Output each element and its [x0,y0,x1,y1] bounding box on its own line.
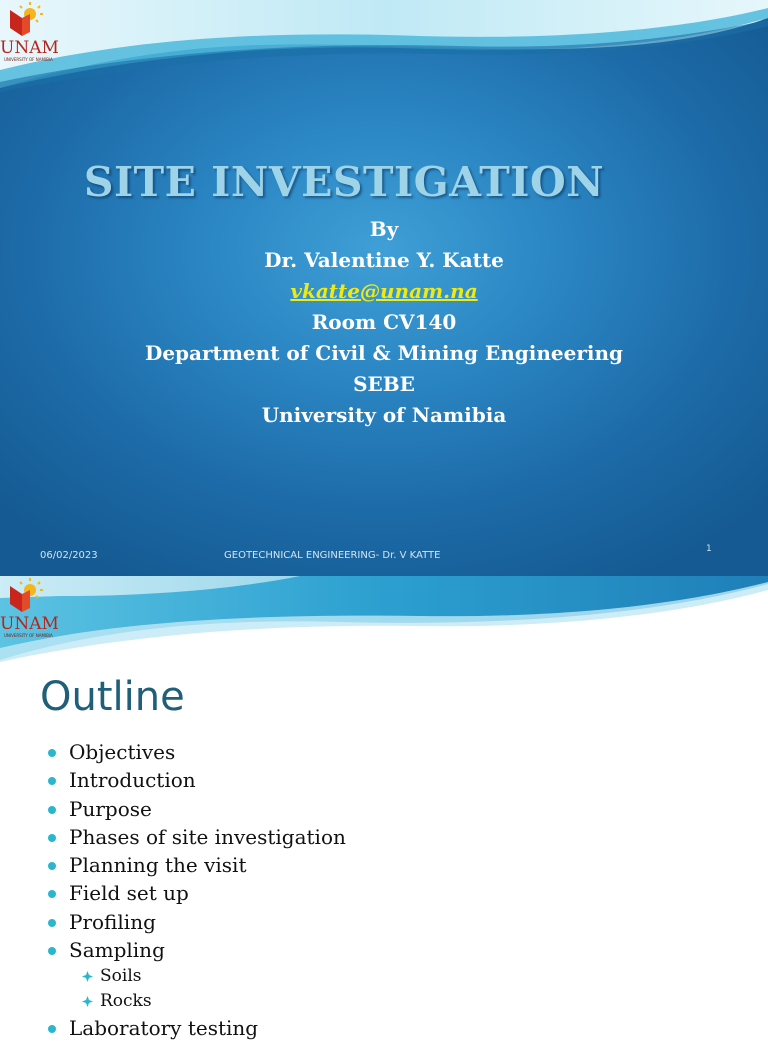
department-name: Department of Civil & Mining Engineering [144,341,624,365]
bullet-icon [48,806,56,814]
list-item: Planning the visit [48,851,346,879]
logo-subtext: UNIVERSITY OF NAMIBIA [4,633,53,638]
slide-number: 1 [706,544,712,554]
list-item: Purpose [48,795,346,823]
bullet-icon [48,862,56,870]
logo-wordmark: UNAM [0,614,59,634]
sub-list-item: Rocks [48,989,346,1014]
sub-list-item: Soils [48,964,346,989]
list-item: Objectives [48,738,346,766]
list-item: Field set up [48,879,346,907]
list-item-partial: Laboratory testing [48,1014,346,1042]
outline-list [48,738,346,1043]
bullet-icon [48,834,56,842]
room-number: Room CV140 [311,310,457,334]
header-wave-graphic [0,0,768,110]
diamond-bullet-icon [82,996,93,1007]
list-item: Profiling [48,908,346,936]
bullet-icon [48,777,56,785]
university-name: University of Namibia [261,403,507,427]
diamond-bullet-icon [82,971,93,982]
list-item: Sampling [48,936,346,964]
author-name: Dr. Valentine Y. Katte [264,248,504,272]
bullet-icon [48,947,56,955]
footer-course: GEOTECHNICAL ENGINEERING- Dr. V KATTE [224,550,441,561]
school-name: SEBE [353,372,415,396]
bullet-icon [48,1025,56,1033]
outline-title: Outline [40,674,185,720]
footer-date: 06/02/2023 [40,550,98,561]
email-link[interactable]: vkatte@unam.na [290,279,478,303]
bullet-icon [48,919,56,927]
slide-title: SITE INVESTIGATION [83,158,605,206]
bullet-icon [48,749,56,757]
logo-wordmark: UNAM [0,38,59,58]
bullet-icon [48,890,56,898]
list-item: Introduction [48,766,346,794]
list-item: Phases of site investigation [48,823,346,851]
by-label: By [369,217,399,241]
logo-subtext: UNIVERSITY OF NAMIBIA [4,57,53,62]
outline-slide [0,576,768,1041]
header-wave-graphic [0,576,768,666]
author-info [0,214,768,431]
